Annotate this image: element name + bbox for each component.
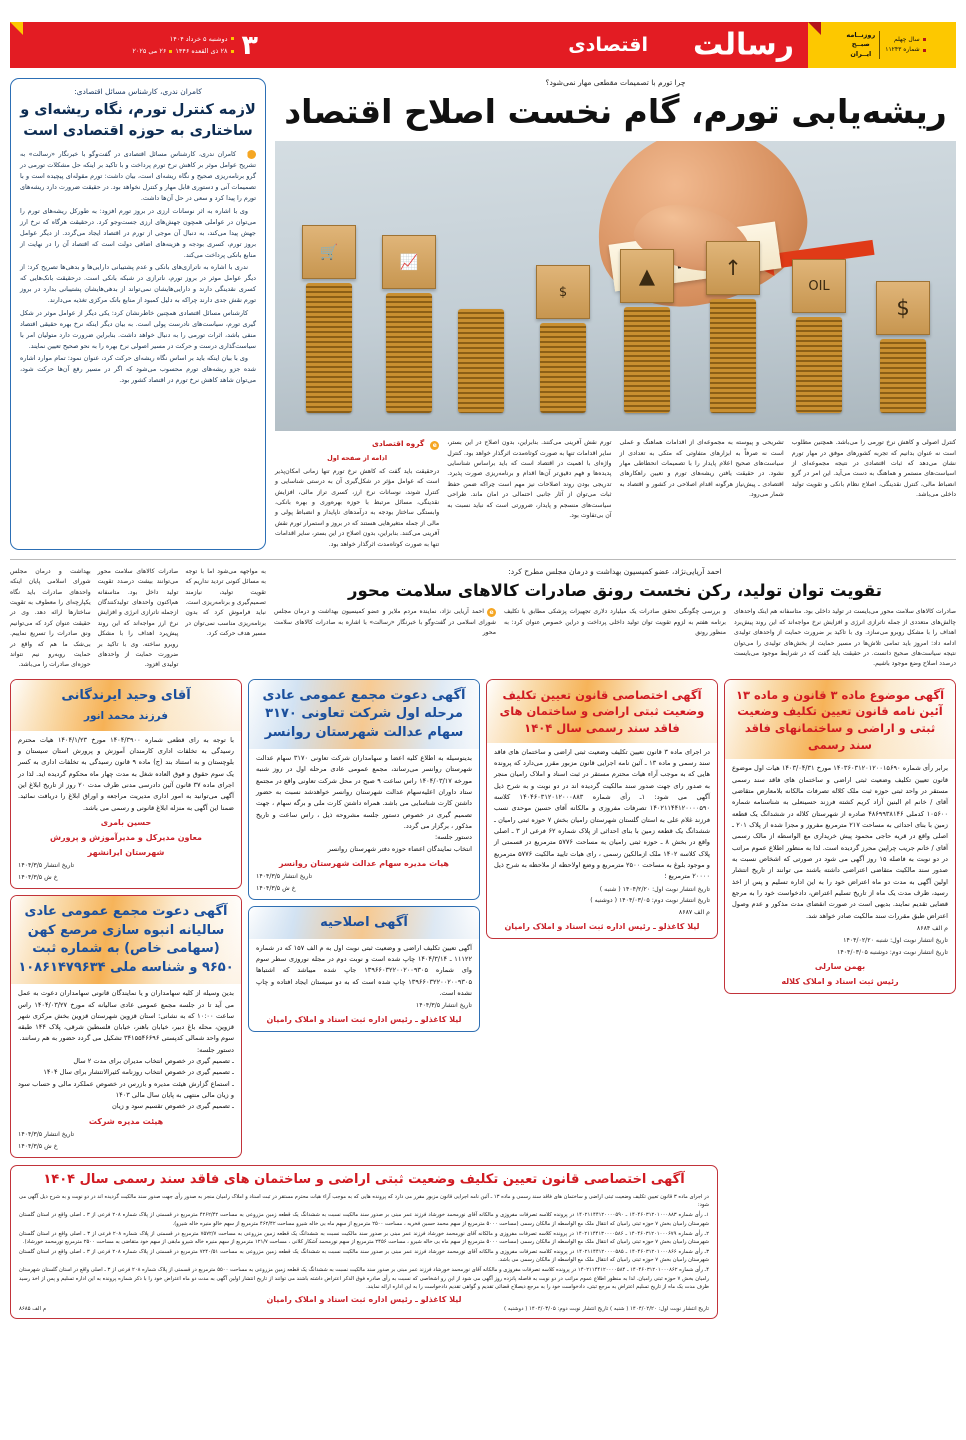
paper-sub-line2: صبــح xyxy=(851,40,870,49)
classifieds-column-2 xyxy=(248,679,480,1158)
wide-ad-meta-left: تاریخ انتشار نوبت اول: ۱۴۰۴/۰۲/۲۰ ( شنبه ) تاریخ انتشار نوبت دوم: ۱۴۰۴/۰۳/۰۵ ( دوشنبه ) xyxy=(504,1306,709,1313)
main-col-4 xyxy=(792,438,956,550)
paper-logo: رسالت xyxy=(692,27,794,63)
ad-signer: هیئت مدیره شرکت xyxy=(88,1116,164,1126)
ad-signer-name: بهمن سارلی xyxy=(814,961,866,971)
ad-agenda-item-3: ـ استماع گزارش هیئت مدیره و بازرس در خصوص عملکرد مالی و حساب سود و زیان مالی منتهی به پایان سال مالی ۱۴۰۳ xyxy=(18,1079,234,1100)
paper-subtitle xyxy=(846,31,880,59)
ad-signer-name: حسین بامری xyxy=(100,817,152,827)
ad-signer: لیلا کاغذلو ـ رئیس اداره ثبت اسناد و املاک رامیان xyxy=(504,922,700,932)
page-number: ۳ xyxy=(241,29,258,61)
ad-title: آگهی اصلاحیه xyxy=(320,914,408,930)
main-story-kicker: چرا تورم با تصمیمات مقطعی مهار نمی‌شود؟ xyxy=(545,78,686,87)
coin-stack-2 xyxy=(796,317,842,413)
year-label: سال چهلم xyxy=(894,35,920,43)
ad-agenda-item: انتخاب نمایندگان اعضاء حوزه دفتر شهرستان روانسر xyxy=(327,844,472,853)
block-arrow-up: ↑ xyxy=(706,241,760,295)
ad-banner xyxy=(11,896,241,984)
sidebar-body xyxy=(20,149,256,386)
second-story-headline: تقویت توان تولید، رکن نخست رونق صادرات کالاهای سلامت محور xyxy=(347,581,882,600)
ad-date-2: تاریخ انتشار نوبت دوم: ۱۴۰۴/۰۳/۰۵ ( دوشنبه ) xyxy=(590,897,710,905)
ad-agenda-title: دستور جلسه: xyxy=(434,833,472,842)
ad-body: بدین وسیله از کلیه سهامداران و یا نمایندگان قانونی سهامداران دعوت به عمل می آید تا در جلسه مجمع عمومی عادی سالیانه که مورخ ۱۴۰۴/۰۳/۲۷ راس ساعت ۱۰:۰۰ که به نشانی: استان قزوین شهرستان قزوین بخش مرکزی شهر قزوین، محله باغ دبیر، خیابان باهنر، خیابان فلسطین شرقی، پلاک ۱۴۴ طبقه سوم واحد شمالی کدپستی ۳۴۱۵۵۴۶۶۹۶ تشکیل می گردد حضور به هم رسانند. xyxy=(18,989,234,1043)
ad-date-1: تاریخ انتشار نوبت اول: ۱۴۰۴/۲/۲۰ ( شنبه ) xyxy=(599,885,710,893)
ad-signer-title: رئیس ثبت اسناد و املاک کلاله xyxy=(781,976,899,986)
sidebar-para-1-text: کامران ندری، کارشناس مسائل اقتصادی در گفت‌وگو با خبرنگار «رسالت» به تشریح عوامل موثر بر کاهش نرخ تورم پرداخت و با تاکید بر اینکه حل مشکلات تورمی در گرو برنامه‌ریزی صحیح و نگاه ریشه‌ای است، بیان داشت: تورم مقوله‌ای پیچیده است و با تصمیمات آنی و دستوری قابل مهار و کنترل نخواهد بود. در حقیقت ضرورت دارد ریشه‌های تورم را پیدا کرد و سعی در حل آن‌ها داشت. xyxy=(20,150,256,203)
wide-ad-item-4: ۴ـ رأی شماره ۱۴۰۴۶۰۳۱۲۰۱۰۰۰۸۶۲ ـ ۱۴۰۲۱۱۴۴۱۲۰۰۰۰۵۸۴ در پرونده کلاسه تصرفات مفروزی و مالکانه آقای نورمحمد خورشاد فرزند عمر مبنی بر صدور سند مالکیت نسبت به ششدانگ یک قطعه زمین مزروعی به مساحت ۵۵۰۰ مترمربع در قسمتی از پلاک شماره ۲۰۸ فرعی از ۳ ـ اصلی واقع در استان گلستان شهرستان رامیان بخش ۷ حوزه ثبتی رامیان. لذا به منظور اطلاع عموم مراتب در دو نوبت به فاصله پانزده روز آگهی می شود از این رو اشخاصی که نسبت به رأی صادره فوق الذکر اعتراض داشته باشند می توانند از تاریخ انتشار اولین آگهی به مدت دو ماه اعتراض خود را با ذکر شماره پرونده به این اداره تسلیم و پس از اخذ رسید ظرف مدت یک ماه از تاریخ تسلیم اعتراض به مرجع ثبتی، دادخواست خود را به مرجع ذیصلاح قضائی تقدیم و گواهی تقدیم دادخواست را به این اداره ارائه نمایند. xyxy=(19,1267,709,1291)
second-left-col-3: به مواجهه می‌شود اما با توجه به مسائل کنونی تردید نداریم که تقویت تولید، نیازمند تصمیم‌گیری و برنامه‌ریزی است. نباید فراموش کرد که بدون برنامه‌ریزی مناسب نمی‌توان در مسیر هدف حرکت کرد. xyxy=(185,568,266,638)
masthead-yellow-block xyxy=(808,22,956,68)
ad-publish-date: تاریخ انتشار ۱۴۰۴/۳/۵ xyxy=(256,873,313,881)
ad-title: آگهی اختصاصی قانون تعیین تکلیف وضعیت ثبتی اراضی و ساختمان های فاقد سند رسمی سال ۱۴۰۴ xyxy=(499,687,705,735)
coin-stack-8 xyxy=(306,283,352,413)
ad-banner xyxy=(249,907,479,939)
second-left-col-2: صادرات کالاهای سلامت محور می‌توانند بیشت درصدد تقویت تولید داخل بود. متاسفانه هم‌اکنون واحدهای تولیدکنندگان ازجمله ناترازی انرژی و افزایش نرخ ارز مواجه‌اند که این روند پیش‌برد اهداف را با مشکل روبرو ساخته. وی با تاکید بر ضرورت حمایت از واحدهای تولیدی افزود. xyxy=(97,568,179,669)
sidebar-article xyxy=(10,78,266,550)
sidebar-para-2: وی با اشاره به اثر نوسانات ارزی در بروز تورم افزود: به طورکل ریشه‌های تورم را می‌توان در عواملی همچون جهش‌های ارزی جست‌وجو کرد. درحقیقت هرگاه که نرخ ارز جهش پیدا می‌کند، به دنبال آن موجی از تورم در اقتصاد ایجاد می‌گردد. از دیگر عوامل بروز تورم، کسری بودجه و هزینه‌های اضافی دولت است که اقتصاد آن را در نهایت از منابع بانکی پرداخت می‌کند. xyxy=(20,206,256,259)
main-story xyxy=(275,78,956,550)
ad-date-2: تاریخ انتشار نوبت دوم: دوشنبه ۱۴۰۴/۰۳/۰۵ xyxy=(837,948,948,956)
second-col-1 xyxy=(274,607,496,669)
bullet-square-icon xyxy=(923,38,926,41)
ad-title: آگهی دعوت مجمع عمومی عادی مرحله اول شرکت تعاونی ۳۱۷۰ سهام عدالت شهرستان روانسر xyxy=(262,687,466,741)
ad-malef: م الف ۸۶۸۷ xyxy=(678,909,710,917)
classifieds-grid xyxy=(10,679,956,1158)
second-story xyxy=(10,567,956,671)
ad-agenda-item-2: ـ تصمیم گیری در خصوص انتخاب روزنامه کثیرالانتشار برای سال ۱۴۰۴ xyxy=(43,1068,234,1077)
main-col-2-text: تورم نقش آفرینی می‌کنند. بنابراین، بدون اصلاح در این بستر، سایر اقدامات تنها به صورت کوتاه‌مدت اثرگذار خواهد بود. کنترل واژه‌ای با اهمیت در اقتصاد است که باید براساس شناسایی پدیده‌ها و فهم دقیق‌تر آن‌ها اقدام و برنامه‌ریزی صورت پذیرد. تدریجی بودن روند اصلاحات نیز مهم است چراکه ضمن حفظ ثبات می‌توان از آثار جانبی احتمالی در امان ماند. طراحی سیاست‌های منسجم و پایدار، ضرورتی است که نباید نسبت به آن بی‌تفاوت بود. xyxy=(447,439,612,520)
main-col-1 xyxy=(275,438,439,550)
second-story-kicker: احمد آریایی‌نژاد، عضو کمیسیون بهداشت و درمان مجلس مطرح کرد: xyxy=(508,567,722,576)
ad-kalaleh-registry[interactable] xyxy=(724,679,956,994)
coin-stack-5 xyxy=(540,323,586,413)
bullet-square-icon xyxy=(169,50,172,53)
ad-body: با توجه به رای قطعی شماره ۱۴۰۴/۳۹۰۰ مورخ ۱۴۰۴/۱/۲۳ هیات محترم رسیدگی به تخلفات اداری کارمندان آموزش و پرورش استان سیستان و بلوچستان و به استناد بند (ج) ماده ۹ قانون رسیدگی به تخلفات اداری به کسر یک سوم حقوق و فوق العاده شغل به مدت چهار ماه محکوم گردیده اید. لذا در اجرای ماده ۳۷ قانون آئین دادرسی مدنی ظرف مدت ۲۰ روز از تاریخ ابلاغ این آگهی می‌توانید به امور اداری مدیریت مراجعه و اوراق ابلاغ را دریافت نمائید. ضمنا این آگهی به منزله ابلاغ قانونی و رسمی می باشد. xyxy=(18,735,235,812)
wide-ad-item-1: ۱ـ رأی شماره ۱۴۰۴۶۰۳۱۲۰۱۰۰۰۸۸۳ ـ ۱۴۰۲۱۱۴۴۱۲۰۰۰۰۵۹۰ در پرونده کلاسه تصرفات مفروزی و مالکانه آقای نورمحمد خورشاد فرزند عمر مبنی بر صدور سند مالکیت نسبت به ششدانگ یک قطعه زمین مزروعی به مساحت ۴۲۶۲/۴۲ مترمربع در قسمتی از پلاک شماره ۲۰۸ فرعی از ۳ ـ اصلی واقع در استان گلستان شهرستان رامیان بخش ۷ حوزه ثبتی رامیان که انتقال ملک مع الواسطه از مالکان رسمی (مساحت ۵۰۰۰ مترمربع از سهم محمد حسین فخریه ، مساحت ۲۵۰۰ مترمربع از سهم ماه بی خاله شیرو مساحت ۴۶۲/۴۲ مترمربع از سهم خالو منیره خاله شیرو). xyxy=(19,1212,709,1227)
block-fire: ▲ xyxy=(620,249,674,303)
bullet-circle-icon: e xyxy=(430,441,439,450)
main-col-3-text: تشریحی و پیوسته به مجموعه‌ای از اقدامات هماهنگ و عملی است نه صرفاً به ابزارهای متفاوتی که متکی به تعدادی از سیاست‌های صحیح اعلام پایدار را با تصمیمات انحطاطی مهار نشود. در حقیقت یافتن ریشه‌های تورم و تعیین راهکارهای اقتصادی ـ پیش‌نیاز هرگونه اقدام اصلاحی در کشور و اقتصاد به شمار می‌رود. xyxy=(619,439,784,499)
ad-signer: هیات مدیره سهام عدالت شهرستان روانسر xyxy=(279,859,449,869)
wide-ad-item-2: ۲ـ رأی شماره ۱۴۰۴۶۰۳۱۲۰۱۰۰۰۶۷۹ ـ ۱۴۰۲۱۱۴۴۱۳۰۰۰۰۵۸۶ در پرونده کلاسه تصرفات مفروزی و مالکانه آقای نورمحمد خورشاد فرزند عمر مبنی بر صدور سند مالکیت نسبت به ششدانگ یک قطعه زمین مزروعی به مساحت ۷۵۷۲/۷ مترمربع در قسمتی از پلاک شماره ۲۰۸ فرعی از ۳ ـ اصلی واقع در استان گلستان شهرستان رامیان بخش ۷ حوزه ثبتی رامیان که انتقال ملک مع الواسطه از مالکان رسمی (مساحت ۵۰۰۰ مترمربع از سهم ماه بی خاله شیرو ، مساحت ۲۴۵۶ مترمربع از سهم نورمحمد آشکار کلانی ، مساحت ۱۲۱/۷ مترمربع از سهم منیره خاله شیرو مابقی از سهم خود متقاضی به مساحت ۲۵۰۰ مترمربع نورمحمد خورشاد). xyxy=(19,1230,709,1245)
date-greg: ۲۶ می ۲۰۲۵ xyxy=(132,47,167,55)
sidebar-para-3: ندری با اشاره به ناترازی‌های بانکی و عدم پشتیبانی دارایی‌ها و بدهی‌ها تصریح کرد: از دیگر عوامل موثر در بروز تورم، ناترازی در شبکه بانکی است. درحقیقت بانک‌هایی که کسری نقدینگی دارند و دارایی‌هایشان نمی‌تواند از بدهی‌هایشان پشتیبانی بدارد در بروز تورم نقش جدی دارند چراکه به دلیل کمبود از منابع بانک مرکزی تغذیه می‌دارند. xyxy=(20,263,256,305)
bullet-square-icon xyxy=(231,37,234,40)
ad-title: آگهی موضوع ماده ۳ قانون و ماده ۱۳ آئین نامه قانون تعیین تکلیف وضعیت ثبتی و اراضی و ساختمانهای فاقد سند رسمی xyxy=(735,687,945,752)
ad-body: برابر رأی شماره ۱۴۰۳۶۰۳۱۲۰۱۲۰۰۱۵۶۹۰ مورخ ۱۴۰۳/۰۴/۳۱ هیات اول موضوع قانون تعیین تکلیف وضعیت ثبتی اراضی و ساختمان های فاقد سند رسمی مستقر در واحد ثبتی حوزه ثبت ملک کلاله تصرفات مالکانه بلامعارض متقاضی آقای / خانم ام البنین آزاد کریم کشته فرزند حسینعلی به شناسنامه شماره ۱۰۵۶۰۰ کدملی ۴۸۶۹۹۳۸۱۴۶ صادره از شهرستان کلاله در ششدانگ یک قطعه زمین با بنای احداثی به مساحت ۲۱۷ مترمربع مفروز و مجزا شده از پلاک ۲۰۱ ـ اصلی واقع در قریه حاجی محمود پیش خریداری مع الواسطه از مالک رسمی آقای / خانم جریب چراپین محرز گردیده است. لذا به منظور اطلاع عموم مراتب در دو نوبت به فاصله ۱۵ روز آگهی می شود در صورتی که اشخاص نسبت به صدور سند مالکیت متقاضی اعتراضی داشته باشند می توانند از تاریخ انتشار اولین آگهی به مدت دو ماه اعتراض خود را به این اداره تسلیم و پس از اخذ رسید، ظرف مدت یک ماه از تاریخ تسلیم اعتراض، دادخواست خود را به مرجع قضایی تقدیم نمایند. بدیهی است در صورت انقضای مدت مذکور و عدم وصول اعتراض طبق مقررات سند مالکیت صادر خواهد شد. xyxy=(732,764,948,920)
ad-publish-ref: خ ش ۱۴۰۴/۳/۵ xyxy=(18,1142,58,1150)
ad-publish-date: تاریخ انتشار ۱۴۰۴/۳/۵ xyxy=(18,861,75,869)
block-oil: OIL xyxy=(792,259,846,313)
wide-ad-meta-right: م الف ۸۶۸۵ xyxy=(19,1306,47,1313)
main-col-4-text: کنترل اصولی و کاهش نرخ تورمی را می‌باشد. همچنین مطلوب است نه عنوان بدانیم که تجربه کشورهای موفق در مهار تورم نشان می‌دهد که ثبات اقتصادی در نتیجه مجموعه‌ای از اسیاست‌های مستمر و هماهنگ به دست می‌آید. این امر در گرو انضباط مالی، کنترل نقدینگی، اصلاح نظام بانکی و تقویت تولید داخلی می‌باشد. xyxy=(791,439,956,499)
issue-label: شماره ۱۱۲۴۳ xyxy=(885,45,920,53)
main-col-3 xyxy=(620,438,784,550)
continued-label: ادامه از صفحه اول xyxy=(327,453,388,462)
main-col-2 xyxy=(447,438,611,550)
block-dollar-bill: $ xyxy=(536,265,590,319)
coin-stack-7 xyxy=(386,293,432,413)
masthead-red-block xyxy=(10,22,808,68)
date-lunar: ۲۸ ذی القعده ۱۴۴۶ xyxy=(175,47,228,55)
ad-banner xyxy=(249,680,479,750)
classifieds-column-3 xyxy=(486,679,718,1158)
ad-malef: م الف ۸۶۸۴ xyxy=(916,924,948,932)
ad-title: آقای وحید ایرندگانی xyxy=(61,687,191,703)
bullet-circle-icon: e xyxy=(487,608,496,617)
ad-banner xyxy=(11,680,241,731)
sidebar-para-1 xyxy=(20,149,256,204)
main-story-headline: ریشه‌یابی تورم، گام نخست اصلاح اقتصاد xyxy=(284,92,947,131)
masthead xyxy=(10,22,956,68)
ad-body: در اجرای ماده ۳ قانون تعیین تکلیف وضعیت ثبتی اراضی و ساختمان های فاقد سند رسمی و ماده ۱۳ ـ آئین نامه اجرایی قانون مزبور مقرر می‌دارد که پرونده هایی که به موجب آراء هیات محترم مستقر در ثبت اسناد و املاک رامیان منجر به صدور رای جهت صدور سند مالکیت گردیده اند در دو نوبت و به شرح ذیل آگهی می شود: ۱ـ رأی شماره ۱۴۰۴۶۰۳۱۲۰۱۲۰۰۰۸۸۳ کلاسه ۱۴۰۲۱۱۴۴۱۲۰۰۰۰۵۹۰ تصرفات مفروزی و مالکانه آقای حسین موحدی نسب فرزند غلام علی به استان گلستان شهرستان رامیان بخش ۷ حوزه ثبتی رامیان ـ ششدانگ یک قطعه زمین با بنای احداثی از پلاک شماره ۶۲ فرعی از ۳ ـ اصلی واقع در بخش ۸ ـ حوزه ثبتی رامیان به مساحت ۵۷۷۶ مترمربع در قسمتی از پلاک کلاسه ۱۴۰۲ ملک ازمالکین رسمی ، رای هیات تایید مالکیت ۵۷۷۶ مترمربع و موجود بلوغ به مساحت ۲۵۰۰ مترمربع و وضع اولاحظه از ملاحظه به شرح ذیل ۲۰۰۰۰ مترمربع ؛ xyxy=(494,747,711,881)
ad-disciplinary-notice[interactable] xyxy=(10,679,242,889)
block-chart-up: 📈 xyxy=(382,235,436,289)
ad-publish-ref: خ ش ۱۴۰۴/۳/۵ xyxy=(18,873,58,881)
paper-sub-line3: ایــران xyxy=(850,49,872,58)
paper-sub-line1: روزنــامه xyxy=(846,30,876,39)
wide-ad-title: آگهی اختصاصی قانون تعیین تکلیف وضعیت ثبتی اراضی و ساختمان های فاقد سند رسمی سال ۱۴۰۴ xyxy=(43,1171,685,1187)
ad-publish-date: تاریخ انتشار ۱۴۰۴/۳/۵ xyxy=(18,1130,75,1138)
wide-registry-ad[interactable] xyxy=(10,1165,718,1320)
masthead-issue-info xyxy=(885,35,925,55)
coin-stack-1 xyxy=(880,339,926,413)
ad-publish-ref: خ ش ۱۴۰۴/۳/۵ xyxy=(256,885,296,892)
bullet-square-icon xyxy=(923,49,926,52)
wide-ad-signer: لیلا کاغذلو ـ رئیس اداره ثبت اسناد و املاک رامیان xyxy=(266,1295,462,1305)
classifieds-column-1 xyxy=(10,679,242,1158)
ad-date-1: تاریخ انتشار نوبت اول: شنبه ۱۴۰۴/۰۲/۲۰ xyxy=(843,936,948,944)
ad-subtitle: فرزند محمد انور xyxy=(83,710,169,723)
sidebar-para-5: وی با بیان اینکه باید بر اساس نگاه ریشه‌ای حرکت کرد، عنوان نمود: تمام موارد اشاره شده جزو ریشه‌های تورم محسوب می‌شود که اگر در مسیر رفع آن‌ها حرکت شود، می‌توان شاهد کاهش نرخ تورم در اقتصاد کشور بود. xyxy=(20,354,256,385)
ad-banner xyxy=(487,680,717,743)
wide-ad-item-3: ۳ـ رأی شماره ۱۴۰۴۶۰۳۱۲۰۱۰۰۰۸۶۶ ـ ۱۴۰۲۱۱۴۴۱۲۰۰۰۰۵۸۵ در پرونده کلاسه تصرفات مفروزی و مالکانه آقای نورمحمد خورشاد فرزند عمر مبنی بر صدور سند مالکیت نسبت به ششدانگ یک قطعه زمین مزروعی به مساحت ۷۲۴۰/۵۱ مترمربع در قسمتی از پلاک شماره ۲۰۸ فرعی از ۳ ـ اصلی واقع در استان گلستان شهرستان رامیان بخش ۷ حوزه ثبتی رامیان که انتقال ملک مع الواسطه از مالکان رسمی می باشد. xyxy=(19,1248,709,1264)
ad-body: آگهی تعیین تکلیف اراضی و وضعیت ثبتی نوبت اول به م الف ۱۵۷ که در شماره ۱۱۱۲۲ ـ ۱۴۰۴/۳/۱۴ چاپ شده است و نوبت دوم در مجله نوروزی سطر سوم وای شماره ۱۳۹۶۶۰۳۲۲۰۰۲۰۰۹۳۰۵ جاپ شده میباشد که اشتباها ۱۳۹۶۶۰۳۲۲۰۰۲۰۰۹۳۰۵ چاپ شده است که به دو سیستان ایجاد افتاده و چاپ نشده است. xyxy=(256,943,472,998)
ad-signer-title-2: شهرستان ایرانشهر xyxy=(87,847,165,857)
ad-ramian-registry[interactable] xyxy=(486,679,718,940)
ad-agenda-title: دستور جلسه: xyxy=(196,1045,234,1054)
ad-signer-title-1: معاون مدیرکل و مدیرآموزش و پرورش xyxy=(50,832,202,842)
ad-agenda-item-4: ـ تصمیم گیری در خصوص تقسیم سود و زیان xyxy=(111,1102,234,1111)
section-title: اقتصادی xyxy=(568,34,648,56)
block-dollar: $ xyxy=(876,281,930,335)
ad-body: بدینوسیله به اطلاع کلیه اعضا و سهامداران شرکت تعاونی ۳۱۷۰ سهام عدالت شهرستان روانسر می‌رساند، مجمع عمومی عادی مرحله اول در روز شنبه مورخه ۱۴۰۴/۰۳/۱۷ راس ساعت ۹ صبح در محل شرکت تعاونی واقع در مجتمع ستاد داوران اعلیه‌سهام عدالت شهرستان روانسر خواهدشد نسبت به حضور داشتن کارت شناسایی می باشد. همراه داشتن کارت ملی و برگه سهام ، جهت تصمیم گیری در خصوص دستور جلسه مشروحه ذیل ، راس ساعت و تاریخ مذکور ، برگزار می گردد. xyxy=(256,754,472,831)
wide-ad-body xyxy=(19,1193,709,1292)
second-story-left-columns xyxy=(10,567,266,671)
masthead-dates xyxy=(132,33,233,58)
main-col-1-text: درحقیقت باید گفت که کاهش نرخ تورم تنها زمانی امکان‌پذیر است که عوامل مؤثر در شکل‌گیری آن به درستی شناسایی و کنترل شوند، نوسانات نرخ ارز، کسری تراز مالی، افزایش نقدینگی، مسائل مرتبط با حوزه بهره‌وری و بهره بانکی، وابستگی ساختار بودجه به درآمدهای ناپایدار و انضباط پولی و مالی از جمله متغیرهایی هستند که در بروز و استمرار تورم نقش آفرینی می‌کنند. بنابراین، بدون اصلاح در این بستر، سایر اقدامات تنها به صورت کوتاه‌مدت اثرگذار خواهد بود. xyxy=(275,467,440,548)
ad-agenda-item-1: ـ تصمیم گیری در خصوص انتخاب مدیران برای مدت ۲ سال xyxy=(73,1057,234,1066)
ad-signer: لیلا کاغذلو ـ رئیس اداره ثبت اسناد و املاک رامیان xyxy=(266,1015,462,1025)
bullet-circle-icon: e xyxy=(247,150,256,159)
ad-title: آگهی دعوت مجمع عمومی عادی سالیانه انبوه سازی مرصع کهن (سهامی خاص) به شماره ثبت ۹۶۵۰ و شناسه ملی ۱۰۸۶۱۴۷۹۶۳۴ xyxy=(18,903,234,976)
main-story-columns xyxy=(275,438,956,550)
main-story-photo xyxy=(275,141,956,431)
coin-stack-4 xyxy=(624,307,670,413)
coin-stack-3 xyxy=(710,299,756,413)
ad-correction-notice[interactable] xyxy=(248,906,480,1032)
second-story-main xyxy=(274,567,956,671)
second-col-1-text: احمد آریایی نژاد، نماینده مردم ملایر و عضو کمیسیون بهداشت و درمان مجلس شورای اسلامی در گفت‌وگو با خبرنگار «رسالت» با اشاره به صادرات کالاهای سلامت محور xyxy=(274,608,496,637)
wide-ad-intro: در اجرای ماده ۳ قانون تعیین تکلیف وضعیت ثبتی اراضی و ساختمان های فاقد سند رسمی و ماده ۱۳ ـ آئین نامه اجرایی قانون مزبور مقرر می دارد که پرونده هایی که به موجب آراء هیات محترم مستقر در ثبت اسناد و املاک رامیان منجر به صدور رأی جهت صدور سند مالکیت گردیده اند در دو نوبت و به شرح ذیل آگهی می شود: xyxy=(19,1193,709,1209)
top-zone xyxy=(10,78,956,550)
second-col-3: صادرات کالاهای سلامت محور می‌بایست در تولید داخلی بود. متاسفانه هم اینک واحدهای چالش‌های متعددی از جمله ناترازی انرژی و افزایش نرخ مواجه‌اند که این روند پیش‌برد اهداف را با مشکل روبرو می‌سازد. وی با تاکید بر ضرورت حمایت از واحدهای تولیدی ادامه داد: امروز باید تمامی تلاش‌ها در مسیر حمایت از بخش‌های تولیدی را می‌توان نتیجه سیاست‌های صحیح دانست. در حقیقت باید گفت که در شرایط موجود می‌بایست درصدد اصلاح وضع موجود باشیم. xyxy=(734,608,956,668)
date-solar: دوشنبه ۵ خرداد ۱۴۰۴ xyxy=(169,34,228,43)
block-cart: 🛒 xyxy=(302,225,356,279)
sidebar-kicker: کامران ندری، کارشناس مسائل اقتصادی: xyxy=(74,87,202,96)
second-col-2: و بررسی چگونگی تحقق صادرات یک میلیارد دلاری تجهیزات پزشکی مطابق با تکلیف برنامه هفتم به لزوم تقویت توان تولید داخلی پرداخت و دراین خصوص عنوان کرد: به منظور رونق xyxy=(504,608,726,637)
sidebar-title: لازمه کنترل تورم، نگاه ریشه‌ای و ساختاری به حوزه اقتصادی است xyxy=(20,102,256,140)
sidebar-para-4: کارشناس مسائل اقتصادی همچنین خاطرنشان کرد: یکی دیگر از عوامل موثر در شکل گیری تورم، سیاست‌های نادرست پولی است. به بیان دیگر اینکه نرخ بهره حقیقی اقتصاد منفی باشد، اثرات تورمی را به دنبال خواهد داشت. بنابراین ضرورت دارد متولیان امر با سیاست‌گذاری درست و حرکت در مسیر اصولی نرخ بهره را به نحو صحیح تعیین نمایند. xyxy=(20,308,256,350)
ad-banner xyxy=(725,680,955,760)
bullet-square-icon xyxy=(231,50,234,53)
ad-publish-date: تاریخ انتشار ۱۴۰۴/۳/۵ xyxy=(415,1002,472,1010)
newspaper-page xyxy=(0,22,966,1440)
coin-stack-6 xyxy=(458,309,504,413)
section-divider xyxy=(10,559,956,560)
ad-ravansar-assembly[interactable] xyxy=(248,679,480,900)
ad-morassa-kohan-assembly[interactable] xyxy=(10,895,242,1158)
second-left-col-1: بهداشت و درمان مجلس شورای اسلامی پایان اینکه واحدهای صادرات باید نگاه یکپارچه‌ای را معطوف به تقویت ساختارها ارائه دهد. وی در حقیقت عنوان کرد که می‌توانیم ونق صادرات را تسریع نماییم. بی‌شک ما هم که واقع در حمایت روبه‌رو نیم نتواند حوزه‌ای صادرات را می‌باشد. xyxy=(9,568,91,669)
classifieds-column-4 xyxy=(724,679,956,1158)
group-label: گروه اقتصادی xyxy=(372,439,425,449)
